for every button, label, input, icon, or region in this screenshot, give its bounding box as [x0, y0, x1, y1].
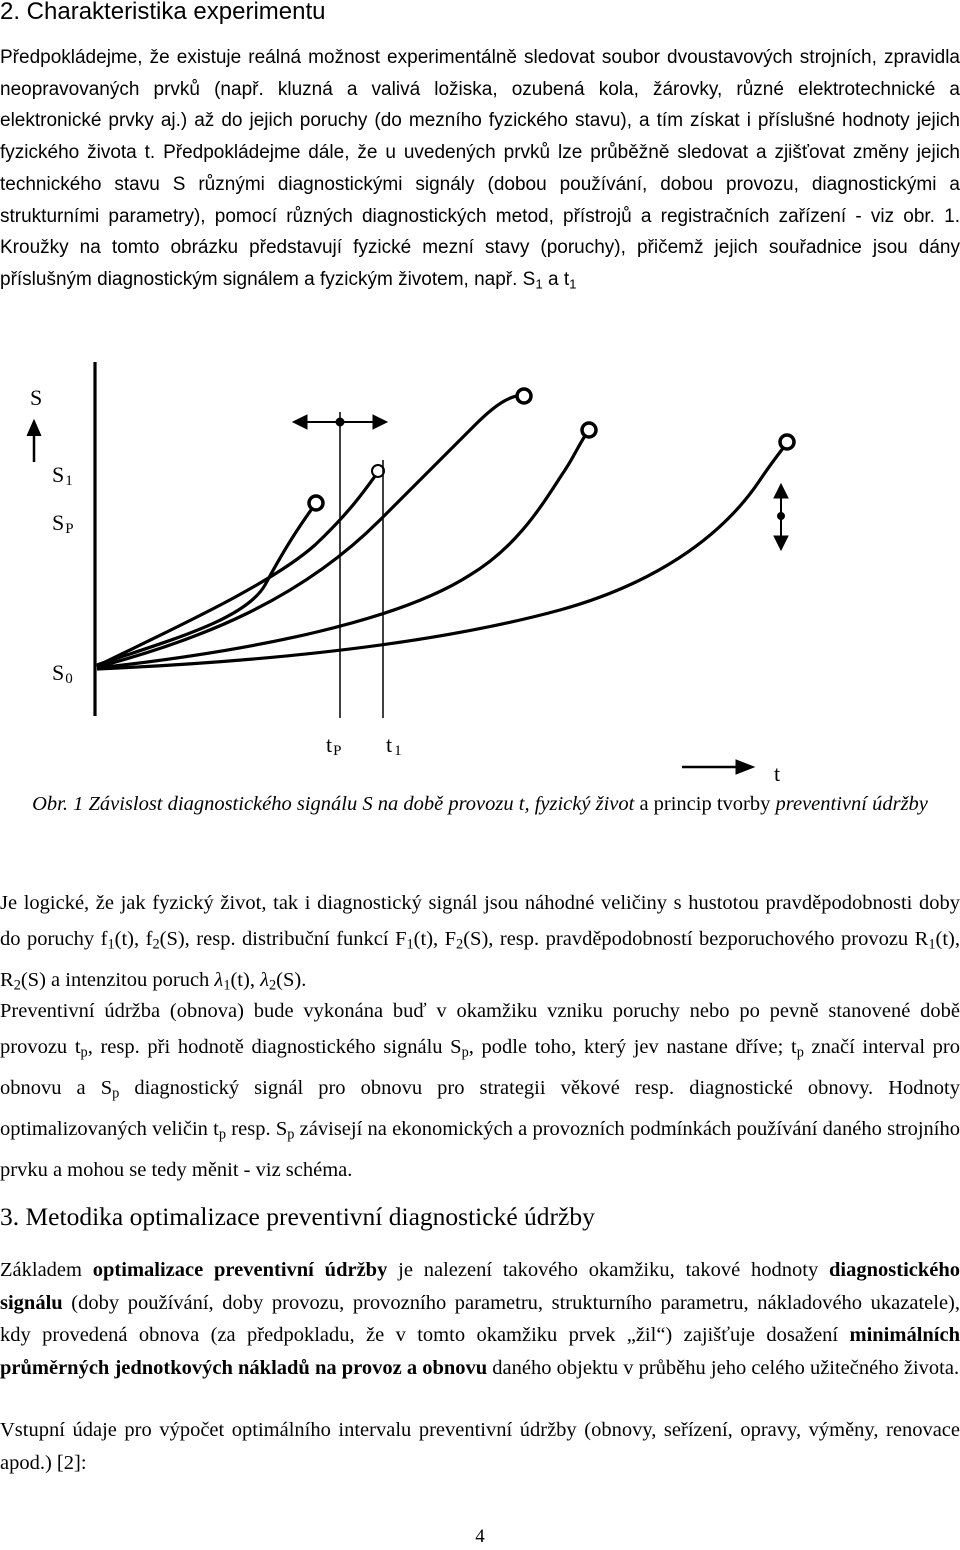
- section-heading: 2. Charakteristika experimentu: [0, 0, 326, 25]
- curve-4: [97, 430, 589, 668]
- intro-text: Předpokládejme, že existuje reálná možnost experimentálně sledovat soubor dvoustavových strojních, zpravidla neopravovaných prvků (např. kluzná a valivá ložiska, ozubená kola, žárovky, různé elektrotechnické a elektronické prvky aj.) až do jejich poruchy (do mezního fyzického stavu), a tím získat i příslušné hodnoty jejich fyzického života t. Předpokládejme dále, že u uvedených prvků lze průběžně sledovat a zjišťovat změny jejich technického stavu S různými diagnostickými signály (dobou používání, dobou provozu, diagnostickými a strukturními parametry), pomocí různých diagnostických metod, přístrojů a registračních zařízení - viz obr. 1. Kroužky na tomto obrázku představují fyzické mezní stavy (poruchy), přičemž jejich souřadnice jsou dány příslušným diagnostickým signálem a fyzickým životem, např. S: [0, 47, 960, 290]
- caption-italic: Obr. 1 Závislost diagnostického signálu S na době provozu t, fyzický život: [32, 793, 635, 815]
- text: (S).: [276, 968, 307, 991]
- paragraph-probability: [0, 886, 960, 1004]
- label-s0: S0: [52, 660, 73, 687]
- failure-circle: [517, 389, 531, 403]
- figure-caption: [0, 786, 960, 822]
- paragraph-method: [0, 1254, 960, 1384]
- paragraph-input-data: Vstupní údaje pro výpočet optimálního intervalu preventivní údržby (obnovy, seřízení, opravy, výměny, renovace apod.) [2]:: [0, 1419, 960, 1474]
- text: (S), resp. distribuční funkcí F: [159, 927, 407, 950]
- label-sp: SP: [52, 510, 74, 537]
- text: resp. S: [226, 1117, 288, 1140]
- subscript: 1: [223, 977, 231, 994]
- subscript: 1: [107, 936, 115, 953]
- label-s1: S1: [52, 462, 73, 489]
- text: diagnostický signál pro obnovu pro strategii věkové resp. diagnostické obnovy. Hodnoty optimalizovaných veličin t: [0, 1076, 960, 1140]
- text: (doby používání, doby provozu, provozního parametru, strukturního parametru, nákladového ukazatele), kdy provedená obnova (za předpokladu, že v tomto okamžiku prvek „žil“) zajišťuje dosažení: [0, 1291, 960, 1346]
- label-tp: tP: [326, 732, 342, 759]
- caption-italic-2: preventivní údržby: [775, 793, 928, 815]
- label-t1: t 1: [386, 732, 402, 759]
- subscript: 1: [928, 936, 936, 953]
- text: je nalezení takového okamžiku, takové hodnoty: [387, 1259, 830, 1281]
- caption-normal: a princip tvorby: [634, 793, 776, 815]
- subscript: 2: [456, 936, 464, 953]
- subscript: 2: [13, 977, 21, 994]
- text: (S) a intenzitou poruch: [20, 968, 215, 991]
- text: Preventivní údržba (obnova) bude vykonána buď v okamžiku vzniku poruchy nebo po pevně stanovené době provozu t: [0, 1000, 960, 1058]
- label-s: S: [30, 385, 43, 410]
- intro-text-mid: a t: [542, 268, 570, 290]
- curve-3: [97, 395, 524, 667]
- subscript: 2: [268, 977, 277, 994]
- subscript: p: [461, 1044, 469, 1061]
- subscript: p: [287, 1126, 295, 1143]
- bold-text: diagnostického signálu: [0, 1259, 960, 1314]
- intro-paragraph: [0, 42, 960, 300]
- subscript: p: [112, 1085, 120, 1102]
- failure-circle: [780, 435, 794, 449]
- paragraph-preventive: [0, 994, 960, 1188]
- failure-circle: [582, 423, 596, 437]
- text: , resp. při hodnotě diagnostického signálu S: [87, 1035, 462, 1058]
- curve-2: [97, 472, 378, 666]
- text: (t),: [230, 968, 261, 991]
- page-number: 4: [475, 1526, 485, 1547]
- subscript: p: [80, 1044, 88, 1061]
- failure-circle: [309, 496, 323, 510]
- text: daného objektu v průběhu jeho celého užitečného života.: [487, 1356, 960, 1379]
- text: závisejí na ekonomických a provozních podmínkách používání daného strojního prvku a mohou se tedy měnit - viz schéma.: [0, 1117, 960, 1181]
- text: značí interval pro obnovu a S: [0, 1035, 960, 1099]
- lambda-symbol: λ: [214, 968, 224, 991]
- figure-diagram: [0, 356, 960, 786]
- text: (S), resp. pravděpodobností bezporuchového provozu R: [463, 927, 929, 950]
- text: (t), f: [114, 927, 153, 950]
- text: , podle toho, který jev nastane dříve; t: [468, 1035, 797, 1058]
- subscript: 2: [152, 936, 160, 953]
- section-heading-3: 3. Metodika optimalizace preventivní diagnostické údržby: [0, 1202, 595, 1231]
- text: (t), F: [413, 927, 457, 950]
- bold-text: minimálních průměrných jednotkových nákladů na provoz a obnovu: [0, 1324, 960, 1379]
- subscript: p: [796, 1044, 804, 1061]
- text: Základem: [0, 1259, 93, 1281]
- text: Je logické, že jak fyzický život, tak i diagnostický signál jsou náhodné veličiny s hustotou pravděpodobnosti doby do poruchy f: [0, 892, 960, 950]
- label-t: t: [774, 761, 781, 786]
- failure-circle: [372, 465, 384, 477]
- subscript: p: [218, 1126, 227, 1143]
- subscript: 1: [569, 276, 577, 292]
- bold-text: optimalizace preventivní údržby: [92, 1259, 388, 1281]
- subscript: 1: [406, 936, 414, 953]
- text: (t), R: [0, 927, 960, 991]
- subscript: 1: [535, 276, 543, 292]
- lambda-symbol: λ: [260, 968, 269, 991]
